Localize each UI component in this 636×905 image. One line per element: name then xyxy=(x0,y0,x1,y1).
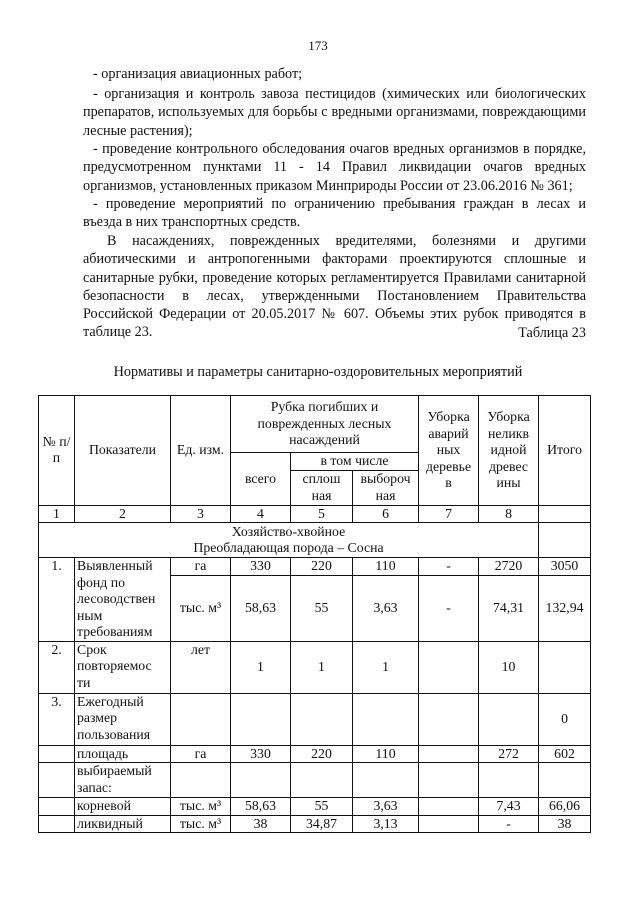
header-windfall: Уборка аварий ных деревье в xyxy=(419,396,479,506)
table-cell: 7,43 xyxy=(479,798,539,816)
table-cell: 74,31 xyxy=(479,575,539,641)
table-cell xyxy=(419,798,479,816)
table-row xyxy=(39,815,591,833)
table-cell: 34,87 xyxy=(291,815,353,833)
page-number: 173 xyxy=(308,38,328,53)
table-cell xyxy=(171,763,231,798)
table-cell xyxy=(231,763,291,798)
header-selective: выбороч ная xyxy=(353,470,419,505)
table-cell: 3,13 xyxy=(353,815,419,833)
row-name: площадь xyxy=(75,745,171,763)
table-cell: 602 xyxy=(539,745,591,763)
table-cell xyxy=(419,641,479,693)
paragraph-pesticides: - организация и контроль завоза пестицидов (химических или биологических препаратов, используемых для борьбы с вредными организмами, повреждающими лесные растения); xyxy=(83,86,586,139)
column-number: 4 xyxy=(231,505,291,523)
table-cell xyxy=(231,693,291,745)
header-including: в том числе xyxy=(291,453,419,471)
table-cell: 2720 xyxy=(479,558,539,576)
table-cell: 220 xyxy=(291,745,353,763)
paragraph-fellings: В насаждениях, поврежденных вредителями, болезнями и другими абиотическими и антропогенными факторами проектируются сплошные и санитарные рубки, проведение которых регламентируется Правилами санитарной безопасности в лесах, утвержденными Постановлением Правительства Российской Федерации от 20.05.2017 № 607. Объемы этих рубок приводятся в таблице 23. xyxy=(83,233,586,341)
column-number xyxy=(539,505,591,523)
header-clear: сплош ная xyxy=(291,470,353,505)
row-name: Выявленный фонд по лесоводствен ным требованиям xyxy=(75,558,171,642)
row-name: выбираемый запас: xyxy=(75,763,171,798)
table-cell: 1 xyxy=(353,641,419,693)
table-row xyxy=(39,641,591,693)
table-row xyxy=(39,798,591,816)
table-cell: 38 xyxy=(231,815,291,833)
table-cell xyxy=(479,763,539,798)
table-cell: - xyxy=(479,815,539,833)
table-cell: 110 xyxy=(353,558,419,576)
table-cell xyxy=(419,745,479,763)
column-number: 5 xyxy=(291,505,353,523)
header-indicators: Показатели xyxy=(75,396,171,506)
header-felling: Рубка погибших и поврежденных лесных насаждений xyxy=(231,396,419,453)
row-name: корневой xyxy=(75,798,171,816)
header-illiquid: Уборка неликв идной древес ины xyxy=(479,396,539,506)
table-cell: 10 xyxy=(479,641,539,693)
table-cell xyxy=(419,815,479,833)
table-cell: 3050 xyxy=(539,558,591,576)
table-cell: 38 xyxy=(539,815,591,833)
table-cell xyxy=(291,763,353,798)
row-unit: тыс. м³ xyxy=(171,798,231,816)
section-heading xyxy=(39,523,539,558)
header-unit: Ед. изм. xyxy=(171,396,231,506)
table-cell: 0 xyxy=(539,693,591,745)
paragraph-restriction: - проведение мероприятий по ограничению пребывания граждан в лесах и въезда в них транспортных средств. xyxy=(83,196,586,231)
row-unit: лет xyxy=(171,641,231,693)
column-number: 7 xyxy=(419,505,479,523)
table-cell xyxy=(419,693,479,745)
column-number: 6 xyxy=(353,505,419,523)
column-number: 3 xyxy=(171,505,231,523)
paragraph-inspection: - проведение контрольного обследования очагов вредных организмов в порядке, предусмотренном пунктами 11 - 14 Правил ликвидации очагов вредных организмов, установленных приказом Минприроды России от 23.06.2016 № 361; xyxy=(83,141,586,194)
table-cell: 330 xyxy=(231,745,291,763)
table-cell xyxy=(291,693,353,745)
row-number: 3. xyxy=(39,693,75,745)
table-cell: 132,94 xyxy=(539,575,591,641)
table-cell: 3,63 xyxy=(353,575,419,641)
table-cell: 1 xyxy=(291,641,353,693)
table-label: Таблица 23 xyxy=(518,325,586,341)
section-economy: Хозяйство-хвойное xyxy=(231,523,346,539)
column-number: 8 xyxy=(479,505,539,523)
table-row xyxy=(39,693,591,745)
row-unit: га xyxy=(171,745,231,763)
section-species: Преобладающая порода – Сосна xyxy=(193,540,384,555)
table-cell xyxy=(479,693,539,745)
table-cell xyxy=(39,745,75,763)
table-cell: 58,63 xyxy=(231,575,291,641)
table-cell: - xyxy=(419,558,479,576)
table-cell: 220 xyxy=(291,558,353,576)
table-cell: 58,63 xyxy=(231,798,291,816)
table-cell: 330 xyxy=(231,558,291,576)
table-cell xyxy=(539,763,591,798)
row-unit: тыс. м³ xyxy=(171,575,231,641)
table-cell: 55 xyxy=(291,575,353,641)
header-in-total: всего xyxy=(231,453,291,506)
table-cell xyxy=(39,763,75,798)
row-unit: тыс. м³ xyxy=(171,815,231,833)
table-cell xyxy=(353,763,419,798)
table-cell: - xyxy=(419,575,479,641)
table-cell xyxy=(171,693,231,745)
column-numbers-row xyxy=(39,505,591,523)
row-name: Ежегодный размер пользования xyxy=(75,693,171,745)
table-cell: 110 xyxy=(353,745,419,763)
column-number: 2 xyxy=(75,505,171,523)
row-name: Срок повторяемос ти xyxy=(75,641,171,693)
table-cell: 55 xyxy=(291,798,353,816)
table-row xyxy=(39,763,591,798)
row-name: ликвидный xyxy=(75,815,171,833)
paragraph-aviation: - организация авиационных работ; xyxy=(93,66,303,82)
table-cell xyxy=(353,693,419,745)
table-cell xyxy=(539,641,591,693)
table-cell: 3,63 xyxy=(353,798,419,816)
table-cell xyxy=(539,523,591,558)
header-total: Итого xyxy=(539,396,591,506)
row-number: 2. xyxy=(39,641,75,693)
table-cell xyxy=(39,815,75,833)
header-num: № п/п xyxy=(39,396,75,506)
table-title: Нормативы и параметры санитарно-оздоровительных мероприятий xyxy=(113,364,523,380)
table-cell xyxy=(39,798,75,816)
sanitary-measures-table xyxy=(38,395,591,833)
table-row xyxy=(39,745,591,763)
row-number: 1. xyxy=(39,558,75,642)
row-unit: га xyxy=(171,558,231,576)
table-row xyxy=(39,558,591,576)
table-cell xyxy=(419,763,479,798)
table-cell: 272 xyxy=(479,745,539,763)
column-number: 1 xyxy=(39,505,75,523)
table-cell: 1 xyxy=(231,641,291,693)
table-cell: 66,06 xyxy=(539,798,591,816)
